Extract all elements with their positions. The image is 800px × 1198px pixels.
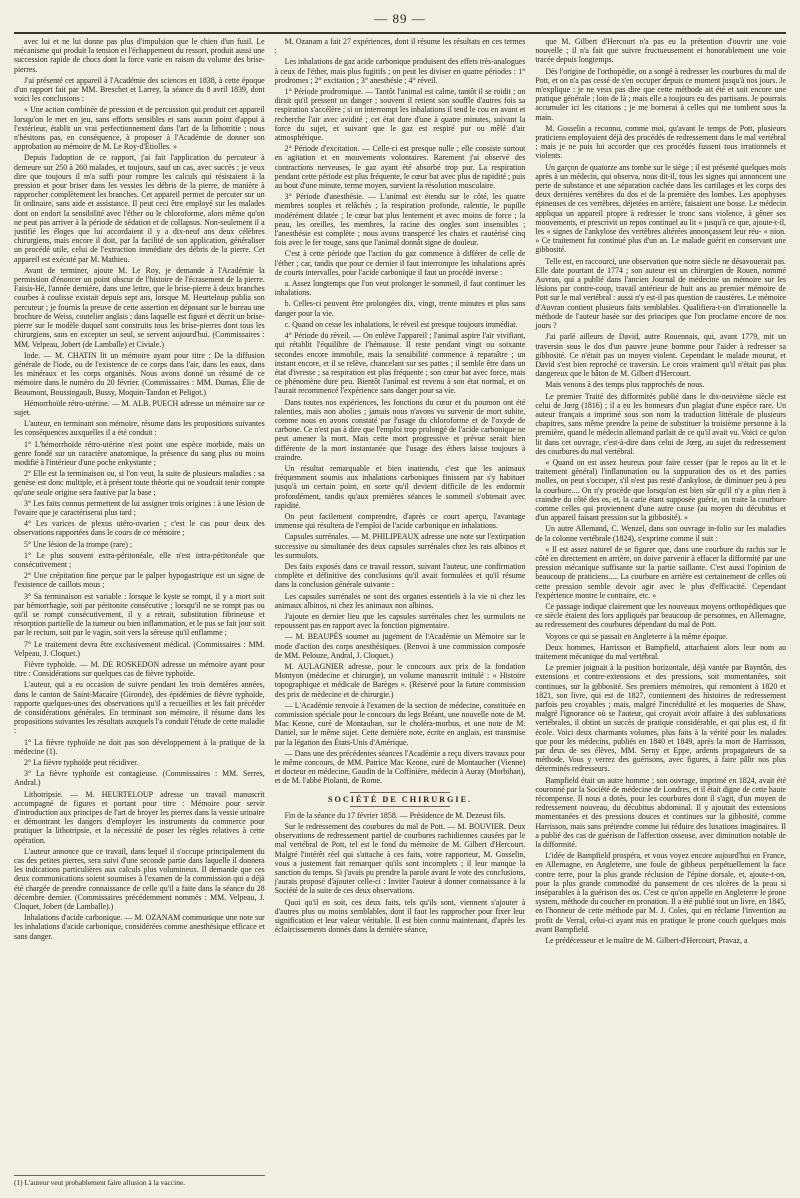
paragraph: Telle est, en raccourci, une observation que notre siècle ne désavouerait pas. Elle date pourtant de 1774 ; son auteur est un chirurgien de Rouen, nommé Auvran, qui a publié dans l'ancien Journal de médecine un mémoire sur les lésions par contre-coup, travail antérieur de huit ans au premier mémoire de Pott sur le mal vertébral : aussi n'y est-il pas question de caustères. Le mémoire d'Auvran contient plusieurs faits semblables. Qualifiera-t-on d'irrationnelle la méthode de l'auteur basée sur des principes que l'on proclame encore de nos jours ?	[535, 256, 786, 331]
paragraph: Capsules surrénales. — M. PHILIPEAUX adresse une note sur l'extirpation successive ou simultanée des deux capsules surrénales chez les rats albinos et les surmulots.	[274, 532, 526, 560]
paragraph: On peut facilement comprendre, d'après ce court aperçu, l'avantage immense qui résultera de l'emploi de l'acide carbonique en inhalations.	[274, 511, 526, 531]
column-middle-body	[275, 37, 526, 786]
paragraph: 2° La fièvre typhoïde peut récidiver.	[24, 758, 139, 768]
paragraph: avec lui et ne lui donne pas plus d'impulsion que le chien d'un fusil. Le mécanisme qui produit la tension et l'échappement du ressort, produit aussi une succession rapide de chocs dont la force varie en raison du volume des brise-pierres.	[14, 37, 265, 74]
paragraph: 5° Une lésion de la trompe (rare) ;	[24, 539, 133, 549]
paragraph: — Dans une des précédentes séances l'Académie a reçu divers travaux pour le même concours, de MM. Patrice Mac Keone, curé de Montaucher (Vienne) et docteur en médecine, Gaudin de la Coffinière, médecin à Auray (Morbihan), et de M. l'abbé Piolanti, de Rome.	[274, 748, 526, 786]
paragraph: Avant de terminer, ajoute M. Le Roy, je demande à l'Académie la permission d'énoncer un point obscur de l'histoire de l'écrasement de la pierre. Faisis-Hé, l'année dernière, dans une lettre, que le brise-pierre à deux branches courbes à coulisse existait depuis sept ans, lorsque M. Heurteloup publia son percuteur ; je fournis la preuve de cette assertion en déposant sur le bureau une brochure de Weiss, coutelier anglais ; dans laquelle est figuré et décrit un brise-pierre sur le modèle duquel sont construits tous les brise-pierres dont tous les chirurgiens, sans en excepter un seul, se servent aujourd'hui. (Commissaires : MM. Velpeau, Jobert (de Lamballe) et Civiale.)	[14, 265, 265, 349]
column-right	[535, 37, 786, 1187]
paragraph: Sur le redressement des courbures du mal de Pott. — M. BOUVIER. Deux observations de redressement partiel de courbures rachidiennes causées par le mal vertébral de Pott, tel est le fond du mémoire de M. Gilbert d'Hercourt. Malgré l'intérêt réel qui s'attache à ces faits, votre rapporteur, M. Gosselin, vous a justement fait remarquer qu'ils sont incomplets ; il leur manque la sanction du temps. Si j'avais pu prendre la parole avant le vote des conclusions, j'aurais proposé d'ajouter celle-ci : Inviter l'auteur à donner connaissance à la Société de la suite de ces deux observations.	[274, 822, 526, 896]
paragraph: Inhalations d'acide carbonique. — M. OZANAM communique une note sur les inhalations d'acide carbonique, considérées comme anesthésique efficace et sans danger.	[14, 913, 265, 941]
page-number: — 89 —	[374, 11, 426, 26]
paragraph: Le premier joignait à la position horizontale, déjà vantée par Bayntôn, des extensions et contre-extensions et des pressions, soit momentanées, soit continues, sur la gibbosité. Ses premiers mémoires, qui remontent à 1820 et 1821, son livre, qui est de 1827, contiennent des histoires de redressement parfois peu croyables ; mais, malgré l'incrédulité et les moqueries de Shaw, malgré l'ignorance où se l'auteur, qui croyait avoir affaire à des subluxations vertébrales, il obtint un succès de pratique considérable, et qui plus est, il fit école. Voici deux charmants volumes, plus faits à la vérité pour les malades que pour les médecins, publiés en 1840 et 1849, après la mort de Harrisson, par deux de ses élèves, MM. Serny et Eppe, ardents propagateurs de sa méthode. Vous y verrez des guérisons, avec figures, à faire pâlir nos plus déterminés redresseurs.	[535, 663, 786, 774]
paragraph: 1° Le plus souvent extra-péritonéale, elle n'est intra-péritonéale que consécutivement ;	[14, 550, 265, 569]
paragraph: 3° Période d'anesthésie. — L'animal est étendu sur le côté, les quatre membres souples et relâchés ; la respiration profonde, ralentie, le pupille modérément dilatée ; le cœur bat plus lentement et avec moins de force ; la peau, les oreilles, les membres, la racine des ongles sont insensibles ; l'anesthésie est complète ; nous avons transpercé les chairs et cautérisé cinq fois avec le fer rouge, sans que l'animal donnât signe de douleur.	[274, 192, 526, 248]
paragraph: M. AULAGNIER adresse, pour le concours aux prix de la fondation Montyon (médecine et chirurgie), un volume manuscrit intitulé : « Histoire topographique et médicale de Barèges ». (Réservé pour la future commission des prix de médecine et de chirurgie.)	[274, 662, 526, 699]
paragraph: « Il est assez naturel de se figurer que, dans une courbure du rachis sur le côté en directement en arrière, on doive parvenir à effacer la difformité par une pression mécanique suffisante sur la partie saillante. C'est aussi l'opinion de beaucoup de praticiens..... La courbure en arrière est certainement de celles où cette pression semble devoir agir avec le plus d'efficacité. Cependant l'expérience montre le contraire, etc. »	[535, 544, 786, 600]
paragraph: 1° La fièvre typhoïde ne doit pas son développement à la pratique de la médecine (1).	[14, 737, 265, 756]
paragraph: Ce passage indique clairement que les nouveaux moyens orthopédiques que ce siècle étaient des lors appliqués par beaucoup de personnes, en Allemagne, au redressement des courbures dépendant du mal de Pott.	[535, 601, 786, 630]
paragraph: Quoi qu'il en soit, ces deux faits, tels qu'ils sont, viennent s'ajouter à d'autres plus ou moins semblables, dont il faut les rapprocher pour fixer leur signification et leur valeur véritable. Il est bien connu maintenant, d'après les éclaircissements donnés dans la dernière séance,	[274, 897, 526, 935]
paragraph: « Une action combinée de pression et de percussion qui produit cet appareil lorsqu'on le met en jeu, sans efforts sensibles et sans aucun point d'appui à l'extérieur, établit un vrai perfectionnement dans l'art de la lithotritie ; nous n'hésitons pas, en conséquence, à proposer à l'Académie de donner son approbation au mémoire de M. Le Roy-d'Étiolles. »	[14, 105, 265, 152]
paragraph: 3° Sa terminaison est variable : lorsque le kyste se rompt, il y a mort soit par hémorrhagie, soit par péritonite consécutive ; lorsqu'il ne se rompt pas ou qu'il se rompt consécutivement, il y a retrait, substitution fibrineuse et résorption partielle de la tumeur ou bien inflammation, et le pus se fait jour soit par le rectum, soit par le vagin, soit vers la séreuse qu'il enflamme ;	[14, 591, 265, 638]
paragraph: Hémorrhoïde rétro-utérine. — M. ALB. PUECH adresse un mémoire sur ce sujet.	[14, 398, 265, 417]
paragraph: Dès l'origine de l'orthopédie, on a songé à redresser les courbures du mal de Pott, et on n'a pas cessé de s'en occuper depuis ce moment jusqu'à nos jours. Je m'explique : je ne veux pas dire que cette méthode ait été et soit encore une pratique générale ; loin de là ; mais elle a toujours eu des partisans. Je pourrais accumuler ici les citations ; je me bornerai à celles qui me tombent sous la main.	[535, 66, 786, 122]
paragraph: L'idée de Bampfield prospéra, et vous voyez encore aujourd'hui en France, en Allemagne, en Angleterre, une foule de gibbeux perpétuellement la face contre terre, pour la plus grande réclusion de l'épine dorsale, et, ajoute-t-on, pour la plus grande commodité du pansement de ces ulcères de la peau si inséparables à la guérison des os. C'est ce qu'on appelle en Angleterre le prone system, méthode du coucher en pronation. Il a été publié tout un livre, en 1845, en l'honneur de cette méthode par M. J. Coles, qui en réclame l'invention au profit de Verral, celui-ci ayant mis en pratique le prone couch quelques mois avant Bampfield.	[535, 851, 786, 934]
paragraph: 1° Période prodromique. — Tantôt l'animal est calme, tantôt il se roidit ; on dirait qu'il pressent un danger ; souvent il retient son souffle d'autres fois sa respiration s'accélère ; si on interrompt les inhalations il tend le cou en avant et recherche l'air avec avidité ; cet état dure d'une à quatre minutes, suivant la force du sujet, et suivant que le gaz est respiré pur ou mêlé d'air atmosphérique.	[274, 87, 526, 143]
paragraph: Des faits exposés dans ce travail ressort, suivant l'auteur, une confirmation complète et définitive des conclusions qu'il avait formulées et qu'il résume dans la conclusion générale suivante :	[274, 561, 526, 590]
paragraph: 3° La fièvre typhoïde est contagieuse. (Commissaires : MM. Serres, Andral.)	[14, 769, 265, 788]
paragraph: a. Assez longtemps que l'on veut prolonger le sommeil, il faut continuer les inhalations.	[274, 279, 526, 298]
paragraph: 1° L'hémorrhoïde rétro-utérine n'est point une espèce morbide, mais un genre fondé sur un caractère anatomique, la présence du sang plus ou moins modifié à l'intérieur d'une poche enkystante ;	[14, 439, 265, 467]
column-middle	[275, 37, 526, 1187]
paragraph: « Quand on est assez heureux pour faire cesser (par le repos au lit et le traitement général) l'inflammation ou la suppuration des os et des parties molles, on peut s'occuper, s'il n'est pas resté d'ankylose, de diminuer peu à peu la courbure.... On n'y procède que lorsqu'on est bien sûr qu'il n'y a plus rien à craindre du côté des os, et, la carie étant supposée guérie, on traite la courbure comme celles qui proviennent d'une autre cause (au moyen du décubitus et d'un appareil faisant pression sur la gibbosité). »	[535, 457, 786, 523]
paragraph: Lithotripsie. — M. HEURTELOUP adresse un travail manuscrit accompagné de figures et portant pour titre : Mémoire pour servir d'introduction aux principes de l'art de broyer les pierres dans la vessie urinaire et démontrant les dangers d'employer les instruments du commerce pour pratiquer la lithotripsie, et la nécessité de poser les règles relatives à cette opération.	[14, 789, 265, 845]
paragraph: Fièvre typhoïde. — M. DE ROSKEDON adresse un mémoire ayant pour titre : Considérations sur quelques cas de fièvre typhoïde.	[14, 660, 265, 679]
paragraph: 2° Elle est la terminaison ou, si l'on veut, la suite de plusieurs maladies : sa genèse est donc multiple, et à présent toute théorie qui ne voudrait tenir compte qu'une seule origine sera fautive par la base ;	[14, 469, 265, 497]
paragraph: 2° Période d'excitation. — Celle-ci est presque nulle ; elle consiste surtout en agitation et en mouvements volontaires. Rarement j'ai observé des contractions nerveuses, le gaz ayant été absorbé trop pur. La respiration pendant cette période est plus fréquente, le cœur bat avec plus de rapidité ; puis au bout d'une minute, terme moyen, survient la résolution musculaire.	[274, 144, 526, 191]
paragraph: J'ajoute en dernier lieu que les capsules surrénales chez les surmulots ne repoussent pas en rapport avec la fonction pigmentaire.	[274, 611, 526, 631]
section-body	[275, 811, 526, 935]
paragraph: Le premier Traité des difformités publié dans le dix-neuvième siècle est celui de Jœrg (1816) ; il a eu les honneurs d'un plagiat d'une espèce rare. Un auteur français a imprimé sous son nom la traduction littérale de plusieurs chapitres, sans même prendre la peine de substituer la troisième personne à la première, quand le médecin allemand parlait de ce qu'il avait vu. Voici ce qu'on lit dans cet ouvrage, c'est-à-dire dans celui de Jœrg, au sujet du redressement des courbures du mal vertébral.	[535, 391, 786, 456]
paragraph: M. Gosselin a reconnu, comme moi, qu'avant le temps de Pott, plusieurs praticiens employaient déjà des procédés de redressement dans le mal vertébral ; mais je ne puis lui accorder que ces procédés fussent tous irrationnels et violents.	[535, 123, 786, 161]
paragraph: J'ai parlé ailleurs de David, autre Rouennais, qui, avant 1779, mit un traversin sous le dos d'un pauvre jeune homme pour l'aider à redresser sa gibbosité. Ce n'était pas un moyen violent. Cependant le malade mourut, et David s'est bien reproché ce traversin. Le crois vraiment qu'il n'était pas plus dangereux que le bâton de M. Gilbert d'Hercourt.	[535, 332, 786, 379]
paragraph: Les capsules surrénales ne sont des organes essentiels à la vie ni chez les animaux albinos, ni chez les animaux non albinos.	[274, 591, 526, 610]
paragraph: Dans toutes nos expériences, les fonctions du cœur et du poumon ont été ralenties, mais non abolies ; jamais nous n'avons vu survenir de mort subite, comme nous en avons constaté par l'usage du chloroforme et de l'oxyde de carbone. Ce n'est pas à dire que l'emploi trop prolongé de l'acide carbonique ne peut amener la mort. Mais cette mort progressive et prévue serait bien différente de la mort instantanée que l'usage des éthers laisse toujours à craindre.	[274, 397, 526, 462]
paragraph: Mais venons à des temps plus rapprochés de nous.	[545, 380, 705, 390]
paragraph: J'ai présenté cet appareil à l'Académie des sciences en 1838, à cette époque d'un rapport fait par MM. Breschet et Larrey, la séance du 8 avril 1839, dont voici les conclusions :	[14, 75, 265, 104]
paragraph: Fin de la séance du 17 février 1858. — Présidence de M. Dezeust fils.	[284, 810, 506, 820]
paragraph: 4° Période du réveil. — On enlève l'appareil ; l'animal aspire l'air vivifiant, qui rétablit l'équilibre de l'hématose. Il reste pendant vingt ou soixante secondes encore immobile, mais la sensibilité commence à reparaître ; un instant encore, et il se relève, chancelant sur ses pattes ; il semble être dans un état d'ivresse ; sa respiration est plus fréquente ; son cœur bat avec force, mais ce phénomène dure peu. Bientôt l'animal est revenu à son état normal, et on l'aurait recommencé l'expérience sans danger pour sa vie.	[274, 331, 526, 396]
paragraph: c. Quand on cesse les inhalations, le réveil est presque toujours immédiat.	[284, 319, 518, 329]
paragraph: Deux hommes, Harrisson et Bampfield, attachaient alors leur nom au traitement mécanique du mal vertébral.	[535, 642, 786, 661]
paragraph: L'auteur annonce que ce travail, dans lequel il s'occupe principalement du cas des petites pierres, sera suivi d'une seconde partie dans laquelle il donnera les indications particulières aux calculs plus volumineux. Il demande que ces deux communications soient soumises à l'examen de la commission qui a déjà été chargée de prendre connaissance de celle qu'il a faite dans la séance du 28 décembre dernier. (Commissaires précédemment nommés : MM. Velpeau, J. Cloquet, Jobert (de Lamballe).)	[14, 846, 265, 912]
paragraph: Un résultat remarquable et bien inattendu, c'est que les animaux fréquemment soumis aux inhalations carboniques finissent par s'y habituer jusqu'à un certain point, en sorte qu'il devient difficile de les endormir profondément, tandis qu'aux premières séances le sommeil s'obtenait avec rapidité.	[274, 463, 526, 510]
paragraph: L'auteur, qui a eu occasion de suivre pendant les trois dernières années, dans le canton de Saint-Macaire (Gironde), des épidémies de fièvre typhoïde, rapporte quelques-unes des observations qu'il a recueillies et les fait précéder de considérations générales. En terminant son mémoire, il résume dans les propositions suivantes les résultats auxquels l'a conduit l'étude de cette maladie :	[14, 680, 265, 736]
paragraph: M. Ozanam a fait 27 expériences, dont il résume les résultats en ces termes :	[274, 37, 526, 56]
paragraph: 4° Les varices de plexus utéro-ovarien ; c'est le cas pour deux des observations rapportées dans le cours de ce mémoire ;	[14, 519, 265, 538]
column-right-body	[535, 37, 786, 945]
column-left	[14, 37, 265, 1187]
paragraph: Le prédécesseur et le maître de M. Gilbert-d'Hercourt, Pravaz, a	[545, 936, 748, 946]
paragraph: C'est à cette période que l'action du gaz commence à différer de celle de l'éther ; car, tandis que pour ce dernier il faut interrompre les inhalations après de courts intervalles, pour l'acide carbonique il faut un procédé inverse :	[274, 249, 526, 277]
footnote: (1) L'auteur veut probablement faire allusion à la vaccine.	[14, 1175, 265, 1187]
paragraph: Voyons ce qui se passait en Angleterre à la même époque.	[545, 631, 728, 641]
paragraph: 3° Les faits connus permettent de lui assigner trois origines : à une lésion de l'ovaire que je caractériserai plus tard ;	[14, 498, 265, 517]
column-left-body	[14, 37, 265, 941]
paragraph: — M. BEAUPÈS soumet au jugement de l'Académie un Mémoire sur le mode d'action des corps anesthésiques. (Renvoi à une commission composée de MM. Pelouze, Andral, J. Cloquet.)	[274, 632, 526, 660]
paragraph: Iode. — M. CHATIN lit un mémoire ayant pour titre : De la diffusion générale de l'iode, ou de l'existence de ce corps dans l'air, dans les eaux, dans les minéraux et les corps organisés. Nous avons donné un résumé de ce mémoire dans le numéro du 20 février. (Commissaires : MM. Dumas, Élie de Beaumont, Boussingault, Bussy, Moquin-Tandon et Peligot.)	[14, 350, 265, 397]
paragraph: — L'Académie renvoie à l'examen de la section de médecine, constituée en commission spéciale pour le concours du legs Bréant, une nouvelle note de M. Mac Keone, curé de Montauban, sur le choléra-morbus, et une note de M. Daniel, sur le même sujet. Cette dernière note, écrite en anglais, est transmise par la légation des États-Unis d'Amérique.	[274, 700, 526, 747]
header-rule	[14, 32, 786, 34]
section-title: SOCIÉTÉ DE CHIRURGIE.	[275, 792, 526, 807]
paragraph: Depuis l'adoption de ce rapport, j'ai fait l'application du percuteur à demeure sur 250 à 260 malades, et toujours, sauf un cas, avec succès ; je veux dire que toujours il m'a suffi pour rompre les calculs qui résistaient à la pression et pour briser dans les vessies les débris de la pierre, de manière à rapprocher complètement les branches. Cet appareil permet de percuter sur un lit ordinaire, sans aide et assistance. Il peut ceci être employé sur les malades dont on endort la sensibilité avec l'éther ou le chloroforme, alors même qu'on ne peut pas arriver à la période de sédation et de collapsus. Non-seulement il a justifié les éloges que lui accordaient il y a dix-neuf ans deux célèbres chirurgiens, mais encore il doit, par la facilité de son application, généraliser un procédé utile, celui de l'extraction immédiate des débris de la pierre. Cet appareil est exécuté par M. Mathieu.	[14, 153, 265, 264]
columns	[14, 37, 786, 1187]
paragraph: L'auteur, en terminant son mémoire, résume dans les propositions suivantes les conséquences auxquelles il a été conduit :	[14, 419, 265, 438]
paragraph: Un garçon de quatorze ans tombe sur le siège ; il est présenté quelques mois après à un médecin, qui observa, nous dit-il, tous les signes qui annoncent une perte de substance et une séparation cachée dans les cartilages et les corps des deux dernières vertèbres du dos et de la première des lombes. Les apophyses épineuses de ces vertèbres, déjetées en arrière, faisaient une bosse. Le médecin appliqua un appareil propre à redresser le tronc sans violence, à gêner ses mouvements, et prescrivit un repos continuel au lit « jusqu'à ce que, ajoute-t-il, les « signes de l'ankylose des vertèbres altérées annonçassent leur réu- « nion. » Ce traitement fut continué plus d'un an. Le malade guérit en conservant une gibbosité.	[535, 162, 786, 255]
paragraph: 2° Une crépitation fine perçue par le palper hypogastrique est un signe de l'existence de caillots mous ;	[14, 571, 265, 590]
paragraph: Bampfield était un autre homme ; son ouvrage, imprimé en 1824, avait été couronné par la Société de médecine de Londres, et il était digne de cette haute récompense. Il nous a dotés, pour les courbures dont il s'agit, d'un moyen de redressement nouveau, du décubitus abdominal. Il y ajoutait des extensions momentanées et des pressions douces et continues sur la gibbosité, comme Harrisson, mais sans prétendre comme lui réduire des luxations imaginaires. Il a publié des cas de guérison de l'affection osseuse, avec diminution notable de la difformité.	[535, 775, 786, 850]
paragraph: Un autre Allemand, C. Wenzel, dans son ouvrage in-folio sur les maladies de la colonne vertébrale (1824), s'exprime comme il suit :	[535, 524, 786, 543]
paragraph: Les inhalations de gaz acide carbonique produisent des effets très-analogues à ceux de l'éther, mais plus fugitifs ; on peut les diviser en quatre périodes : 1° prodromes ; 2° excitation ; 3° anesthésie ; 4° réveil.	[274, 57, 526, 85]
paragraph: b. Celles-ci peuvent être prolongées dix, vingt, trente minutes et plus sans danger pour la vie.	[274, 299, 526, 318]
paragraph: que M. Gilbert d'Hercourt n'a pas eu la prétention d'ouvrir une voie nouvelle ; il n'a fait que suivre fructueusement et honorablement une voie tracée depuis longtemps.	[535, 37, 786, 65]
paragraph: 7° Le traitement devra être exclusivement médical. (Commissaires : MM. Velpeau, J. Cloquet.)	[14, 639, 265, 658]
